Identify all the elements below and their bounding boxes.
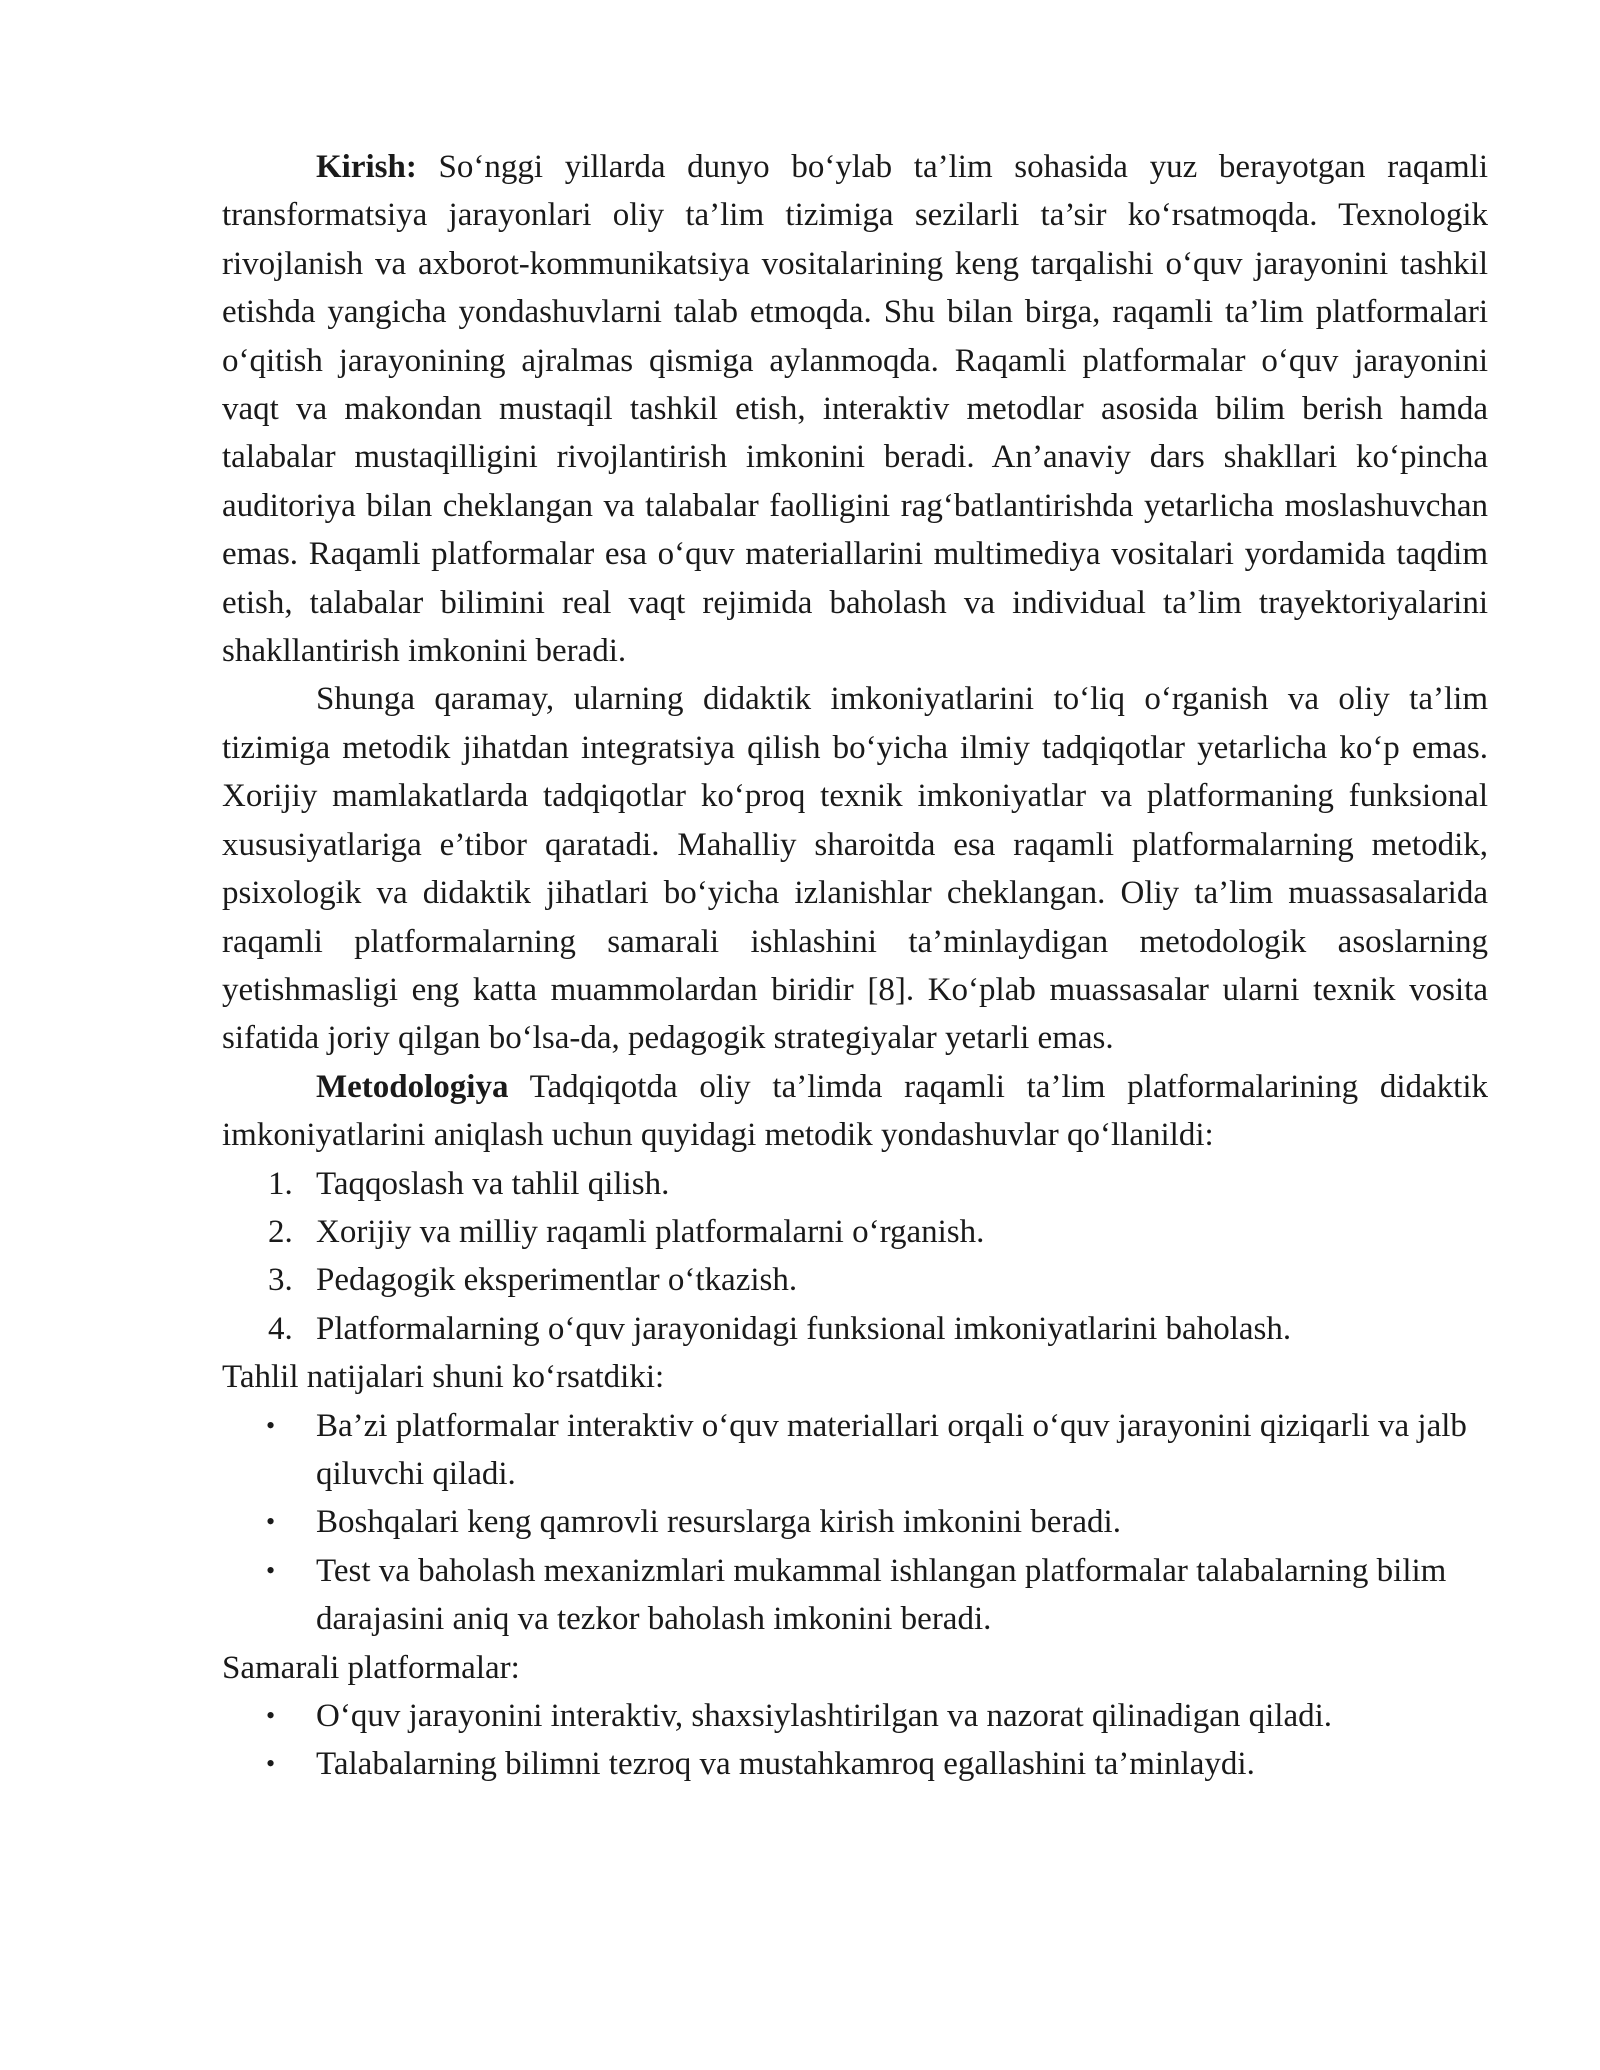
list-item bbox=[222, 1692, 1488, 1740]
document-page bbox=[222, 143, 1488, 1789]
methodology-text: Tadqiqotda oliy ta’limda raqamli ta’lim platformalarining didaktik imkoniyatlarini aniqlash uchun quyidagi metodik yondashuvlar qo‘llanildi: bbox=[222, 1068, 1488, 1154]
list-item-number: 2. bbox=[268, 1213, 293, 1250]
bullet-icon: • bbox=[266, 1410, 276, 1440]
list-item-text: Boshqalari keng qamrovli resurslarga kirish imkonini beradi. bbox=[316, 1504, 1121, 1541]
list-item bbox=[222, 1740, 1488, 1788]
intro-heading: Kirish: bbox=[316, 149, 417, 185]
list-item bbox=[222, 1498, 1488, 1546]
effective-list bbox=[222, 1692, 1488, 1789]
list-item-text: Ba’zi platformalar interaktiv o‘quv materiallari orqali o‘quv jarayonini qiziqarli va jalb qiluvchi qiladi. bbox=[316, 1407, 1467, 1492]
bullet-icon: • bbox=[266, 1555, 276, 1585]
list-item bbox=[222, 1402, 1488, 1499]
list-item-number: 1. bbox=[268, 1165, 293, 1202]
intro-paragraph bbox=[222, 143, 1488, 675]
list-item-number: 3. bbox=[268, 1262, 293, 1299]
intro-text: So‘nggi yillarda dunyo bo‘ylab ta’lim sohasida yuz berayotgan raqamli transformatsiya jarayonlari oliy ta’lim tizimiga sezilarli ta’sir ko‘rsatmoqda. Texnologik rivojlanish va axborot-kommunikatsiya vositalarining keng tarqalishi o‘quv jarayonini tashkil etishda yangicha yondashuvlarni talab etmoqda. Shu bilan birga, raqamli ta’lim platformalari o‘qitish jarayonining ajralmas qismiga aylanmoqda. Raqamli platformalar o‘quv jarayonini vaqt va makondan mustaqil tashkil etish, interaktiv metodlar asosida bilim berish hamda talabalar mustaqilligini rivojlantirish imkonini beradi. An’anaviy dars shakllari ko‘pincha auditoriya bilan cheklangan va talabalar faolligini rag‘batlantirishda yetarlicha moslashuvchan emas. Raqamli platformalar esa o‘quv materiallarini multimediya vositalari yordamida taqdim etish, talabalar bilimini real vaqt rejimida baholash va individual ta’lim trayektoriyalarini shakllantirish imkonini beradi. bbox=[222, 149, 1488, 670]
bullet-icon: • bbox=[266, 1507, 276, 1537]
bullet-icon: • bbox=[266, 1749, 276, 1779]
methodology-heading: Metodologiya bbox=[316, 1068, 509, 1105]
list-item-text: Xorijiy va milliy raqamli platformalarni o‘rganish. bbox=[316, 1213, 985, 1250]
list-item-text: Talabalarning bilimni tezroq va mustahkamroq egallashini ta’minlaydi. bbox=[316, 1746, 1255, 1783]
list-item bbox=[222, 1208, 1488, 1256]
results-intro: Tahlil natijalari shuni ko‘rsatdiki: bbox=[222, 1359, 665, 1396]
list-item-text: Taqqoslash va tahlil qilish. bbox=[316, 1165, 670, 1202]
results-list bbox=[222, 1402, 1488, 1644]
list-item bbox=[222, 1256, 1488, 1304]
list-item-text: Pedagogik eksperimentlar o‘tkazish. bbox=[316, 1262, 798, 1299]
methods-list bbox=[222, 1160, 1488, 1354]
list-item bbox=[222, 1547, 1488, 1644]
methodology-paragraph bbox=[222, 1063, 1488, 1160]
list-item-text: Platformalarning o‘quv jarayonidagi funksional imkoniyatlarini baholash. bbox=[316, 1310, 1292, 1347]
effective-intro: Samarali platformalar: bbox=[222, 1649, 520, 1686]
list-item-number: 4. bbox=[268, 1310, 293, 1347]
list-item-text: Test va baholash mexanizmlari mukammal ishlangan platformalar talabalarning bilim darajasini aniq va tezkor baholash imkonini beradi. bbox=[316, 1552, 1447, 1638]
bullet-icon: • bbox=[266, 1701, 276, 1730]
list-item-text: O‘quv jarayonini interaktiv, shaxsiylashtirilgan va nazorat qilinadigan qiladi. bbox=[316, 1698, 1333, 1734]
list-item bbox=[222, 1160, 1488, 1208]
list-item bbox=[222, 1305, 1488, 1353]
second-paragraph: Shunga qaramay, ularning didaktik imkoniyatlarini to‘liq o‘rganish va oliy ta’lim tizimiga metodik jihatdan integratsiya qilish bo‘yicha ilmiy tadqiqotlar yetarlicha ko‘p emas. Xorijiy mamlakatlarda tadqiqotlar ko‘proq texnik imkoniyatlar va platformaning funksional xususiyatlariga e’tibor qaratadi. Mahalliy sharoitda esa raqamli platformalarning metodik, psixologik va didaktik jihatlari bo‘yicha izlanishlar cheklangan. Oliy ta’lim muassasalarida raqamli platformalarning samarali ishlashini ta’minlaydigan metodologik asoslarning yetishmasligi eng katta muammolardan biridir [8]. Ko‘plab muassasalar ularni texnik vosita sifatida joriy qilgan bo‘lsa-da, pedagogik strategiyalar yetarli emas. bbox=[222, 681, 1488, 1057]
